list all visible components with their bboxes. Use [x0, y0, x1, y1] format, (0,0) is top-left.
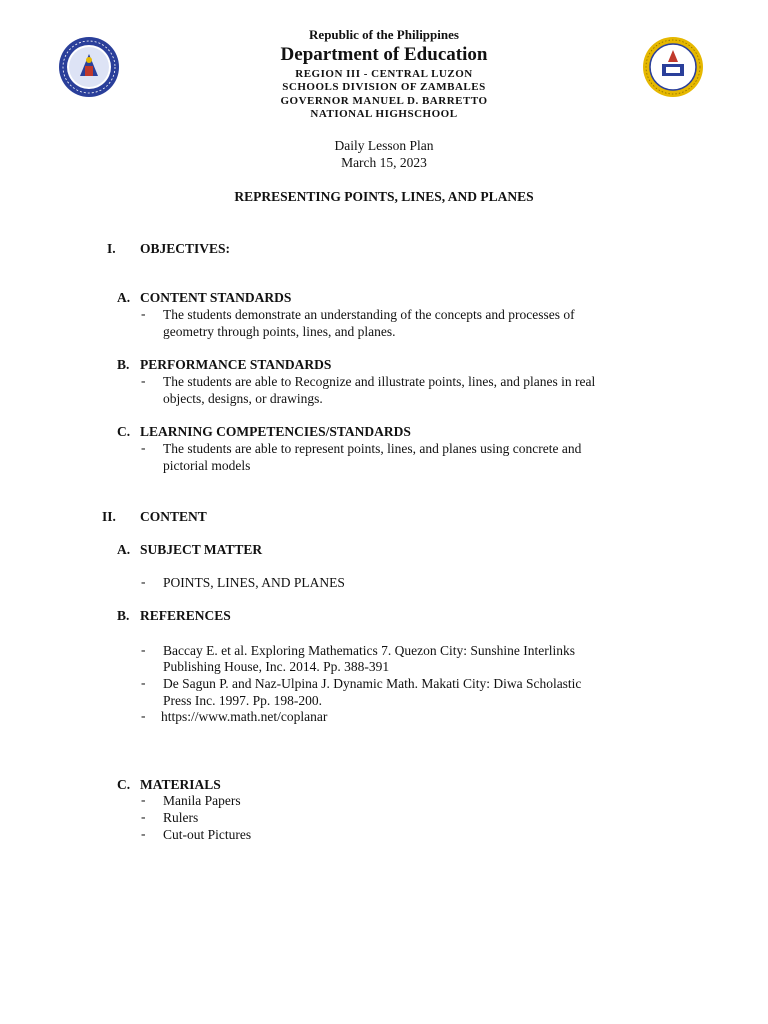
- reference-2-line1: De Sagun P. and Naz-Ulpina J. Dynamic Math. Makati City: Diwa Scholastic: [163, 676, 582, 691]
- subsection-heading-materials: MATERIALS: [140, 777, 221, 792]
- document-type: Daily Lesson Plan: [334, 138, 434, 153]
- learning-competencies-text-line2: pictorial models: [163, 458, 251, 473]
- bullet-dash: -: [141, 792, 146, 807]
- bullet-dash: -: [141, 642, 146, 657]
- reference-1-line1: Baccay E. et al. Exploring Mathematics 7. Quezon City: Sunshine Interlinks: [163, 643, 576, 658]
- learning-competencies-text-line1: The students are able to represent points, lines, and planes using concrete and: [163, 441, 582, 456]
- reference-1-line2: Publishing House, Inc. 2014. Pp. 388-391: [163, 659, 390, 674]
- subsection-letter: B.: [117, 357, 130, 372]
- department-title: Department of Education: [280, 44, 488, 65]
- content-standards-text-line2: geometry through points, lines, and planes.: [163, 324, 396, 339]
- bullet-dash: -: [141, 826, 146, 841]
- subsection-letter: A.: [117, 290, 131, 305]
- section-heading-objectives: OBJECTIVES:: [140, 241, 231, 256]
- bullet-dash: -: [141, 675, 146, 690]
- section-heading-content: CONTENT: [140, 509, 207, 524]
- lesson-title: REPRESENTING POINTS, LINES, AND PLANES: [234, 189, 534, 204]
- header-line-division: SCHOOLS DIVISION OF ZAMBALES: [282, 81, 486, 93]
- subsection-letter: C.: [117, 777, 131, 792]
- header-line-school: GOVERNOR MANUEL D. BARRETTO: [280, 95, 488, 107]
- subsection-heading-performance-standards: PERFORMANCE STANDARDS: [140, 357, 332, 372]
- subsection-letter: A.: [117, 542, 131, 557]
- reference-3-link[interactable]: https://www.math.net/coplanar: [161, 709, 328, 724]
- header-line-region: REGION III - CENTRAL LUZON: [295, 68, 473, 80]
- header-line-school-type: NATIONAL HIGHSCHOOL: [310, 108, 458, 120]
- bullet-dash: -: [141, 809, 146, 824]
- reference-2-line2: Press Inc. 1997. Pp. 198-200.: [163, 693, 322, 708]
- subsection-letter: C.: [117, 424, 131, 439]
- document-date: March 15, 2023: [341, 155, 427, 170]
- bullet-dash: -: [141, 440, 146, 455]
- bullet-dash: -: [141, 306, 146, 321]
- section-numeral: II.: [102, 509, 116, 524]
- bullet-dash: -: [141, 373, 146, 388]
- material-item: Manila Papers: [163, 793, 241, 808]
- subsection-heading-learning-competencies: LEARNING COMPETENCIES/STANDARDS: [140, 424, 411, 439]
- bullet-dash: -: [141, 574, 146, 589]
- performance-standards-text-line2: objects, designs, or drawings.: [163, 391, 323, 406]
- subsection-heading-subject-matter: SUBJECT MATTER: [140, 542, 263, 557]
- republic-label: Republic of the Philippines: [309, 27, 459, 42]
- subsection-letter: B.: [117, 608, 130, 623]
- bullet-dash: -: [141, 708, 146, 723]
- subsection-heading-references: REFERENCES: [140, 608, 231, 623]
- performance-standards-text-line1: The students are able to Recognize and illustrate points, lines, and planes in real: [163, 374, 596, 389]
- content-standards-text-line1: The students demonstrate an understanding of the concepts and processes of: [163, 307, 575, 322]
- subsection-heading-content-standards: CONTENT STANDARDS: [140, 290, 292, 305]
- section-numeral: I.: [107, 241, 116, 256]
- subject-matter-item: POINTS, LINES, AND PLANES: [163, 575, 345, 590]
- material-item: Rulers: [163, 810, 199, 825]
- material-item: Cut-out Pictures: [163, 827, 252, 842]
